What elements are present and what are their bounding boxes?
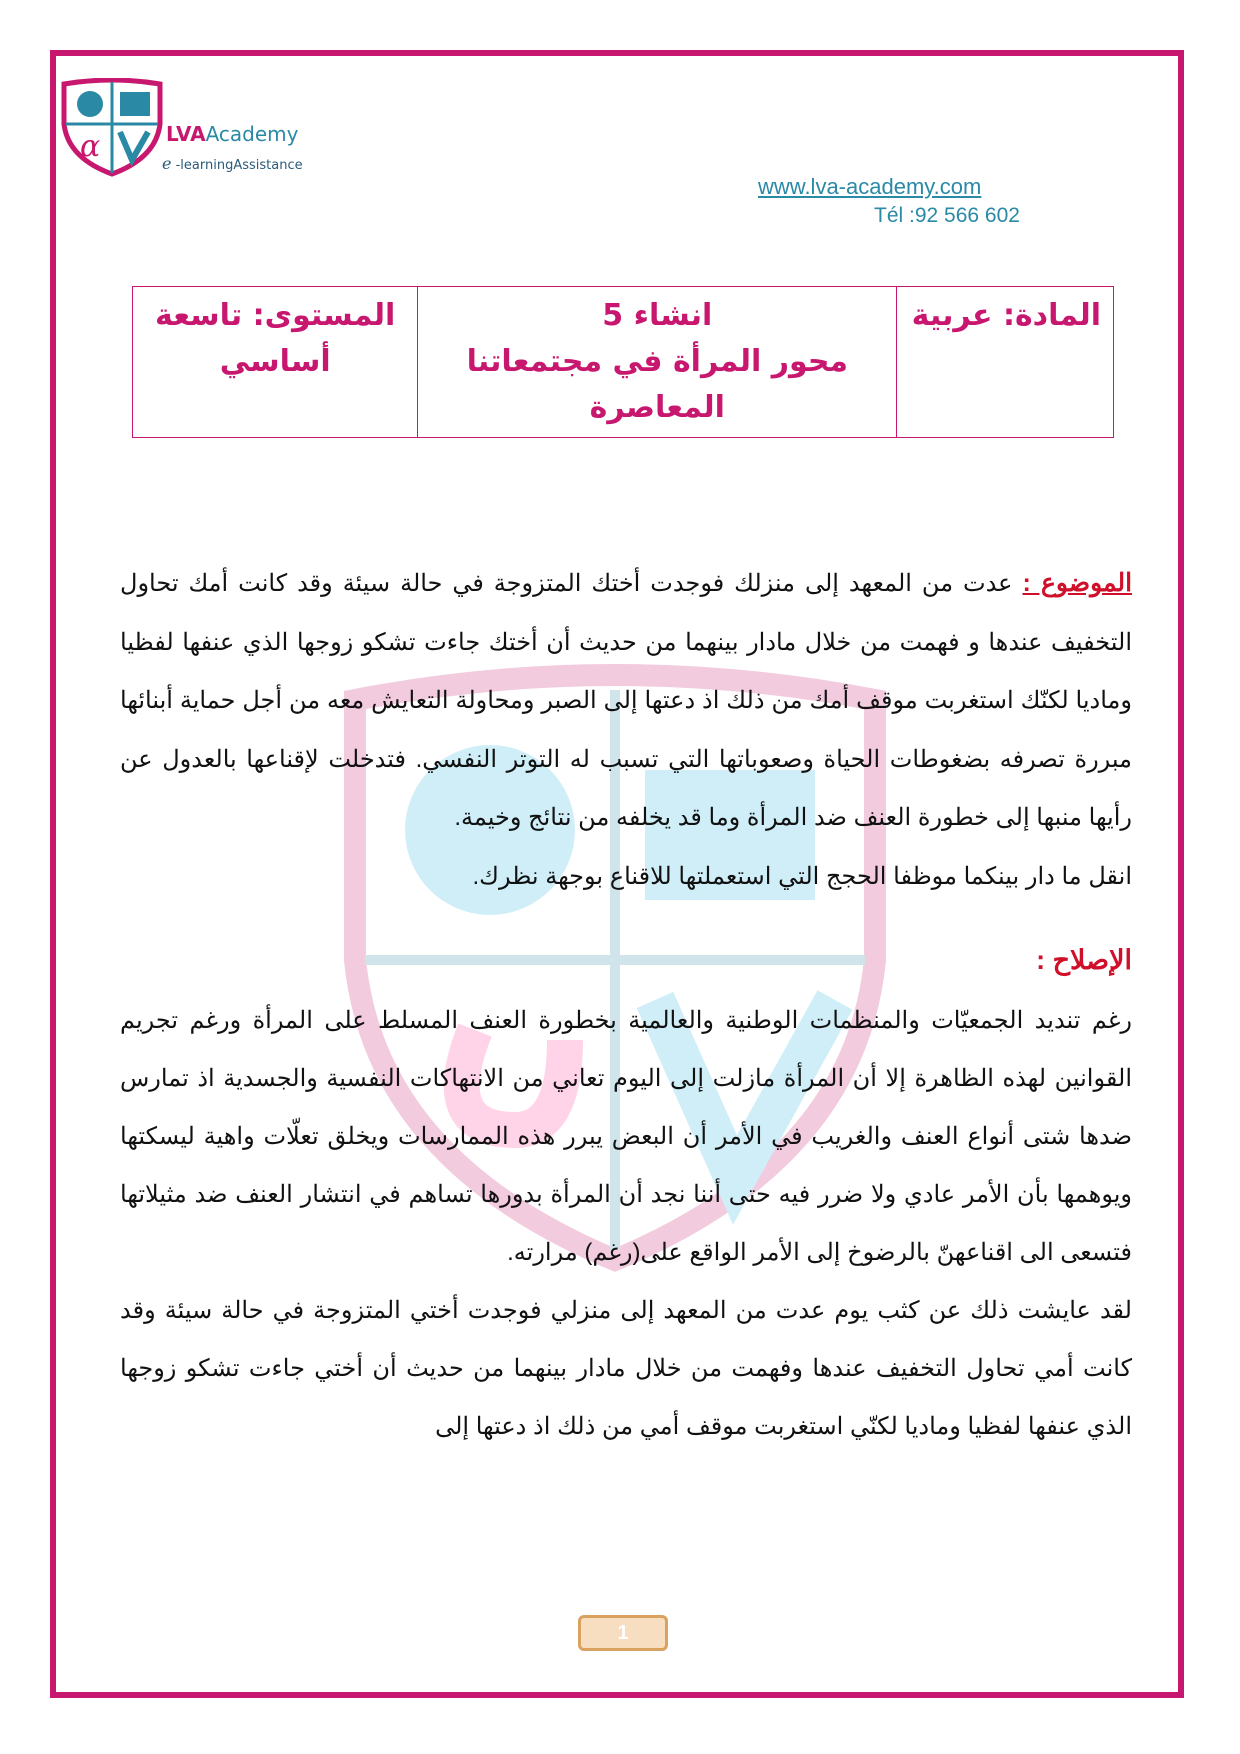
- website-link[interactable]: www.lva-academy.com: [758, 174, 982, 199]
- tagline-text: -learningAssistance: [171, 158, 303, 173]
- level-label: المستوى: تاسعة: [155, 298, 396, 333]
- document-body: [120, 554, 1132, 1456]
- page-number-badge: 1: [578, 1615, 668, 1651]
- subject-cell: [897, 287, 1114, 438]
- correction-heading: الإصلاح :: [1036, 945, 1132, 975]
- assignment-number: انشاء 5: [602, 298, 713, 333]
- correction-paragraph-2: لقد عايشت ذلك عن كثب يوم عدت من المعهد إلى منزلي فوجدت أختي المتزوجة في حالة سيئة وقد كانت أمي تحاول التخفيف عندها وفهمت من خلال مادار بينهما من حديث أن أختي جاءت تشكو زوجها الذي عنفها لفظيا وماديا لكنّي استغربت موقف أمي من ذلك اذ دعتها إلى: [120, 1297, 1132, 1440]
- level-cell: [133, 287, 418, 438]
- correction-paragraph-1: رغم تنديد الجمعيّات والمنظمات الوطنية والعالمية بخطورة العنف المسلط على المرأة ورغم تجريم القوانين لهذه الظاهرة إلا أن المرأة مازلت إلى اليوم تعاني من الانتهاكات النفسية والجسدية اذ تمارس ضدها شتى أنواع العنف والغريب في الأمر أن البعض يبرر هذه الممارسات ويخلق تعلّات واهية ليسكتها ويوهمها بأن الأمر عادي ولا ضرر فيه حتى أننا نجد أن المرأة بدورها تساهم في انتشار العنف ضد مثيلاتها فتسعى الى اقناعهنّ بالرضوخ إلى الأمر الواقع على(رغم) مرارته.: [120, 1007, 1132, 1266]
- assignment-title: محور المرأة في مجتمعاتنا المعاصرة: [466, 344, 849, 425]
- topic-text: عدت من المعهد إلى منزلك فوجدت أختك المتزوجة في حالة سيئة وقد كانت أمك تحاول التخفيف عندها و فهمت من خلال مادار بينهما من حديث أن أختك جاءت تشكو زوجها الذي عنفها لفظيا وماديا لكنّك استغربت موقف أمك من ذلك اذ دعتها إلى الصبر ومحاولة التعايش معه من أجل حماية أبنائها مبررة تصرفه بضغوطات الحياة وصعوباتها التي تسبب له التوتر النفسي. فتدخلت لإقناعها بالعدول عن رأيها منبها إلى خطورة العنف ضد المرأة وما قد يخلفه من نتائج وخيمة.: [120, 570, 1132, 831]
- brand-lva: LVA: [166, 122, 206, 146]
- topic-instruction: انقل ما دار بينكما موظفا الحجج التي استعملتها للاقناع بوجهة نظرك.: [472, 862, 1132, 890]
- lva-academy-logo-icon: [58, 78, 166, 178]
- brand-academy: Academy: [205, 122, 299, 146]
- topic-label: الموضوع :: [1022, 569, 1133, 597]
- correction-section: [120, 992, 1132, 1456]
- brand-name: [166, 122, 299, 146]
- svg-text:α: α: [80, 129, 101, 164]
- brand-tagline: [162, 154, 303, 173]
- subject-label: المادة: عربية: [911, 298, 1101, 333]
- info-table: [132, 286, 1114, 438]
- topic-paragraph: [120, 554, 1132, 848]
- phone-number: Tél :92 566 602: [874, 204, 1020, 227]
- title-cell: [418, 287, 897, 438]
- level-value: أساسي: [219, 344, 331, 379]
- tagline-e: e: [162, 154, 172, 173]
